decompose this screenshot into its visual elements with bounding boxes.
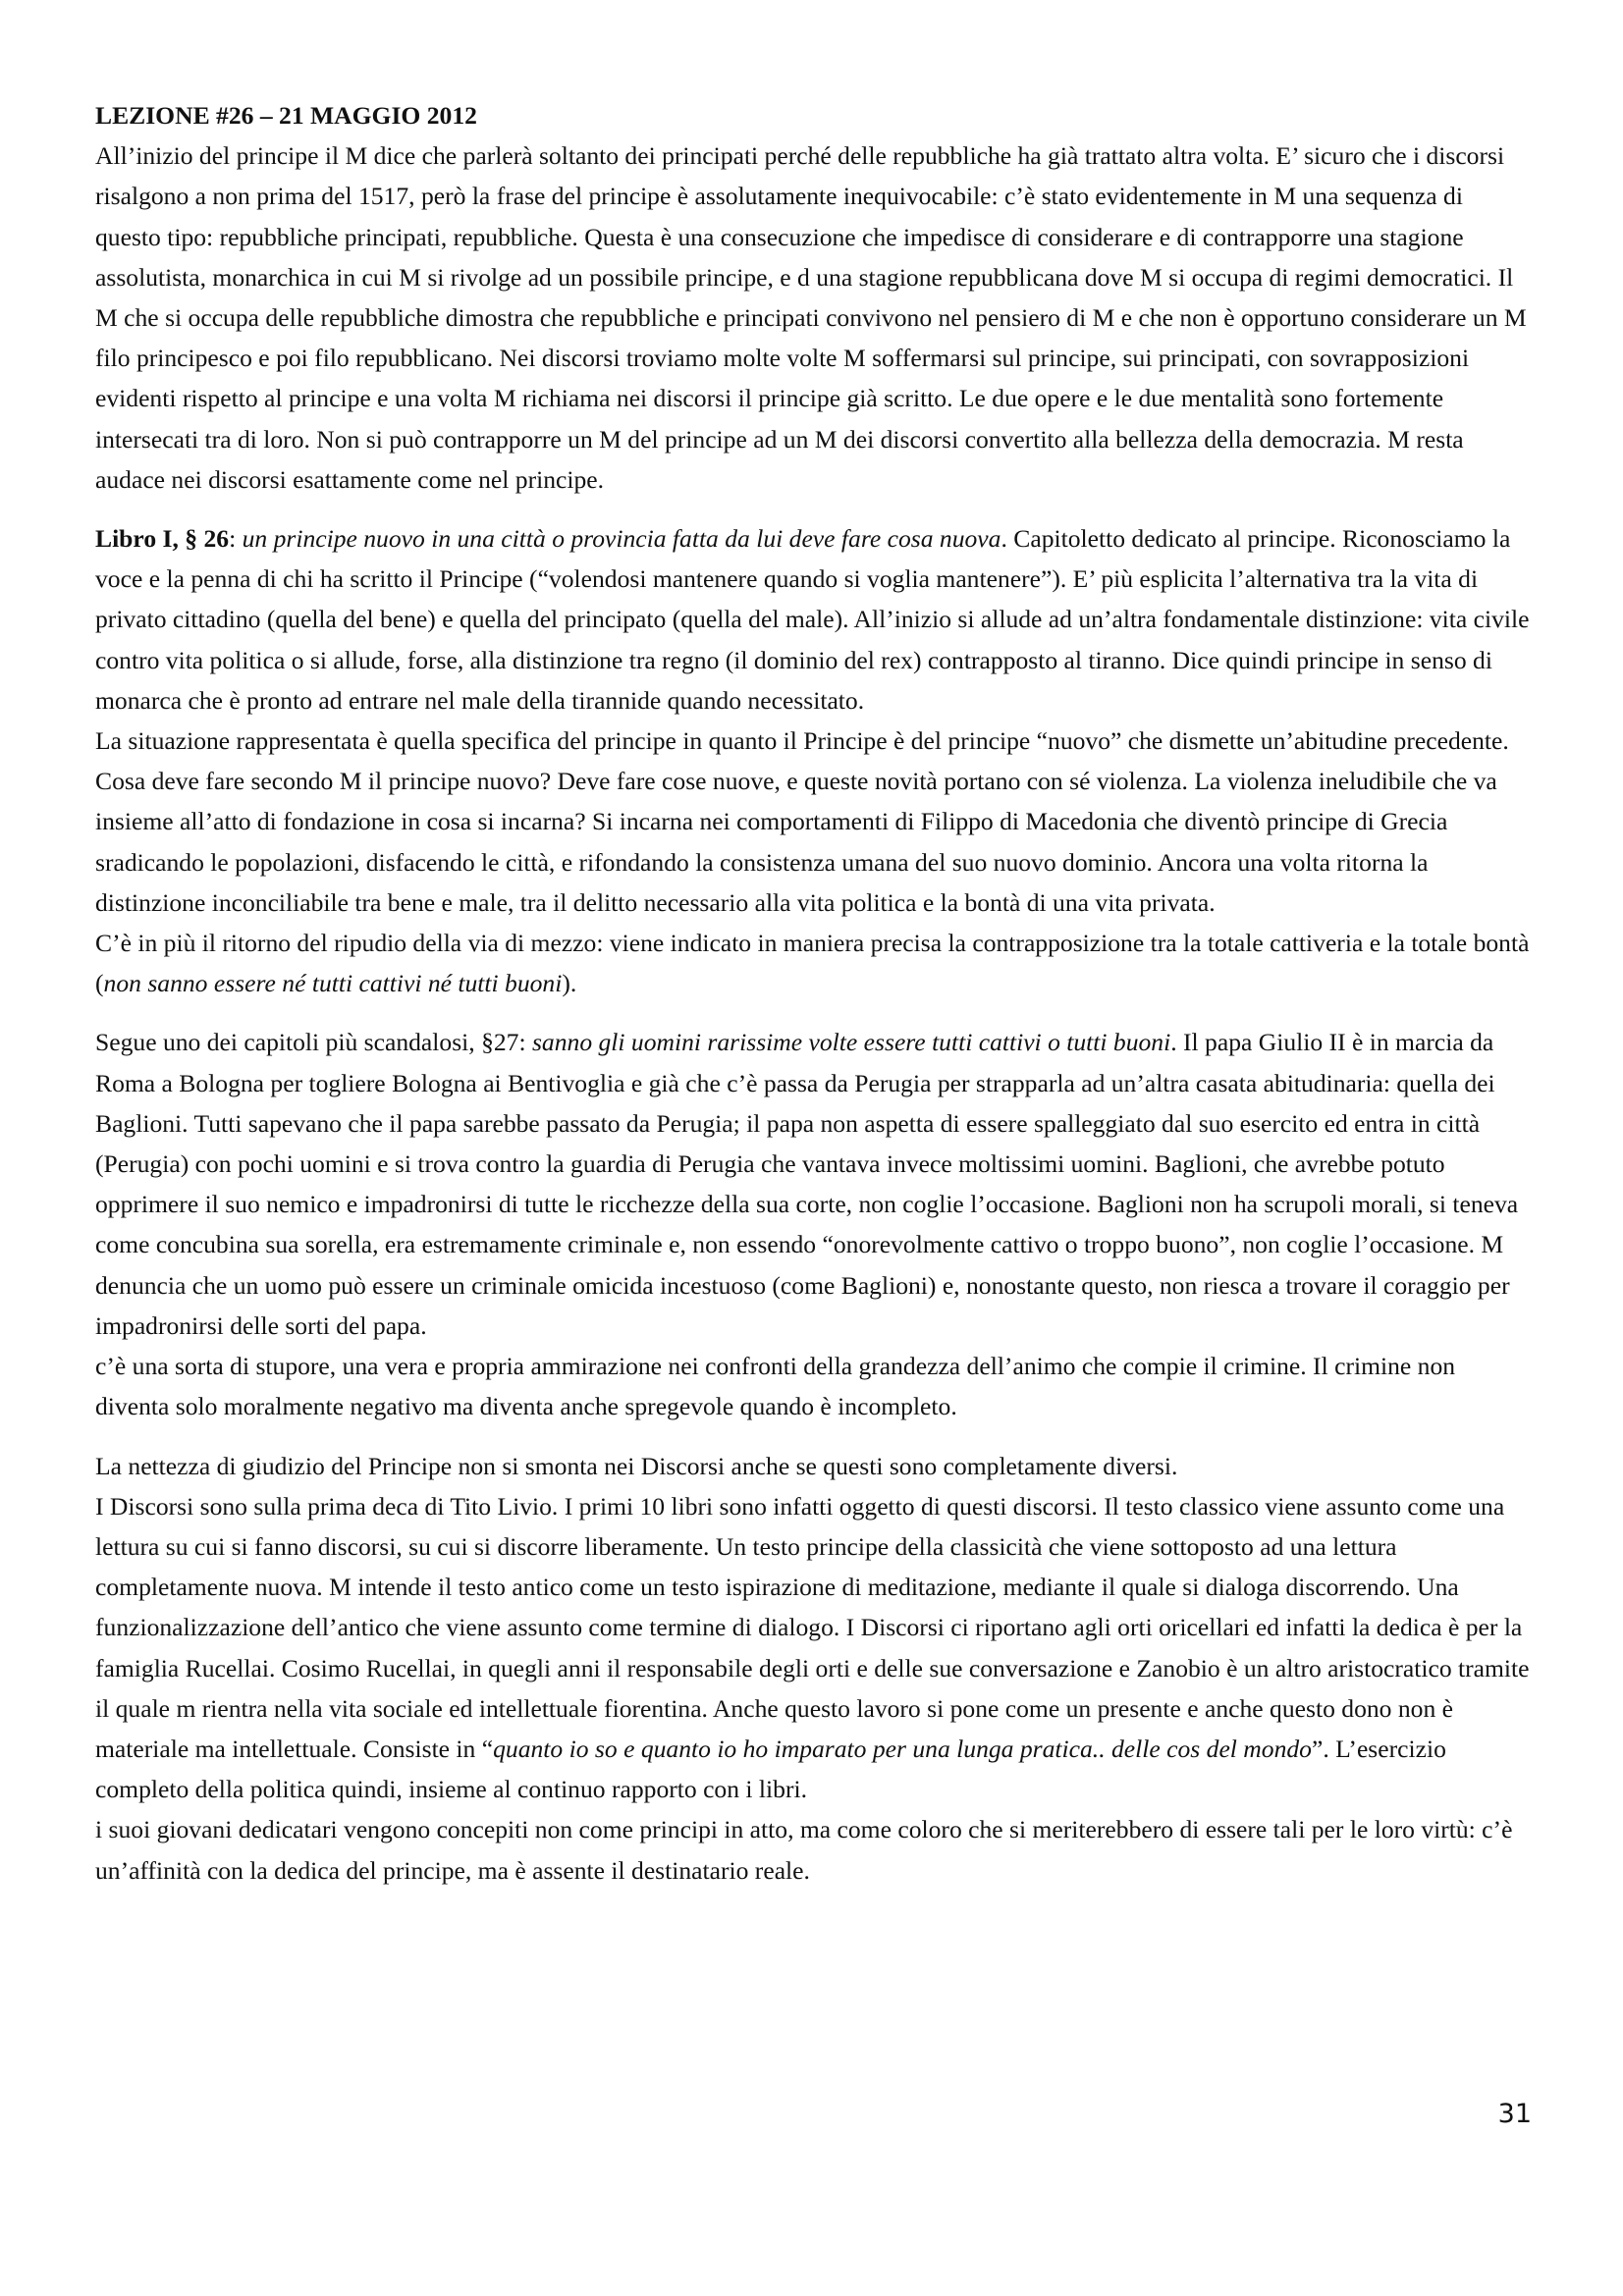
italic-quote: sanno gli uomini rarissime volte essere tutti cattivi o tutti buoni bbox=[531, 1028, 1171, 1057]
text-span: . Capitoletto dedicato al principe. Riconosciamo la voce e la penna di chi ha scritto il Principe (“volendosi mantenere quando si voglia mantenere”). E’ più esplicita l’alternativa tra la vita di privato cittadino (quella del bene) e quella del principato (quella del male). All’inizio si allude ad un’altra fondamentale distinzione: vita civile contro vita politica o si allude, forse, alla distinzione tra regno (il dominio del rex) contrapposto al tiranno. Dice quindi principe in senso di monarca che è pronto ad entrare nel male della tirannide quando necessitato. bbox=[95, 524, 1530, 715]
text-span: . Il papa Giulio II è in marcia da Roma a Bologna per togliere Bologna ai Bentivoglia e già che c’è passa da Perugia per strapparla ad un’altra casata abitudinaria: quella dei Baglioni. Tutti sapevano che il papa sarebbe passato da Perugia; il papa non aspetta di essere spalleggiato dal suo esercito ed entra in città (Perugia) con pochi uomini e si trova contro la guardia di Perugia che vantava invece moltissimi uomini. Baglioni, che avrebbe potuto opprimere il suo nemico e impadronirsi di tutte le ricchezze della sua corte, non coglie l’occasione. Baglioni non ha scrupoli morali, si teneva come concubina sua sorella, era estremamente criminale e, non essendo “onorevolmente cattivo o troppo buono”, non coglie l’occasione. M denuncia che un uomo può essere un criminale omicida incestuoso (come Baglioni) e, nonostante questo, non riesca a trovare il coraggio per impadronirsi delle sorti del papa. bbox=[95, 1028, 1519, 1340]
italic-quote: un principe nuovo in una città o provincia fatta da lui deve fare cosa nuova bbox=[242, 524, 1001, 554]
section-libro-i-26 bbox=[95, 518, 1531, 1003]
paragraph-tito-livio bbox=[95, 1486, 1531, 1810]
paragraph-gap bbox=[95, 1003, 1531, 1022]
lesson-heading: LEZIONE #26 – 21 MAGGIO 2012 bbox=[95, 101, 477, 130]
text-span: C’è in più il ritorno del ripudio della via di mezzo: viene indicato in maniera precisa la contrapposizione tra la totale cattiveria e la totale bontà ( bbox=[95, 929, 1530, 998]
page-number: 31 bbox=[1497, 2099, 1532, 2129]
paragraph-principe-nuovo: La situazione rappresentata è quella specifica del principe in quanto il Principe è del principe “nuovo” che dismette un’abitudine precedente. Cosa deve fare secondo M il principe nuovo? Deve fare cose nuove, e queste novità portano con sé violenza. La violenza ineludibile che va insieme all’atto di fondazione in cosa si incarna? Si incarna nei comportamenti di Filippo di Macedonia che diventò principe di Grecia sradicando le popolazioni, disfacendo le città, e rifondando la consistenza umana del suo nuovo dominio. Ancora una volta ritorna la distinzione inconciliabile tra bene e male, tra il delitto necessario alla vita politica e la bontà di una vita privata. bbox=[95, 726, 1509, 917]
paragraph-gap bbox=[95, 500, 1531, 518]
text-span: I Discorsi sono sulla prima deca di Tito Livio. I primi 10 libri sono infatti oggetto di questi discorsi. Il testo classico viene assunto come una lettura su cui si fanno discorsi, su cui si discorre liberamente. Un testo principe della classicità che viene sottoposto ad una lettura completamente nuova. M intende il testo antico come un testo ispirazione di meditazione, mediante il quale si dialoga discorrendo. Una funzionalizzazione dell’antico che viene assunto come termine di dialogo. I Discorsi ci riportano agli orti oricellari ed infatti la dedica è per la famiglia Rucellai. Cosimo Rucellai, in quegli anni il responsabile degli orti e delle sue conversazione e Zanobio è un altro aristocratico tramite il quale m rientra nella vita sociale ed intellettuale fiorentina. Anche questo lavoro si pone come un presente e anche questo dono non è materiale ma intellettuale. Consiste in “ bbox=[95, 1491, 1530, 1763]
section-27 bbox=[95, 1022, 1531, 1426]
text-span: ). bbox=[562, 969, 577, 998]
lesson-section bbox=[95, 95, 1531, 500]
paragraph-stupore: c’è una sorta di stupore, una vera e propria ammirazione nei confronti della grandezza dell’animo che compie il crimine. Il crimine non diventa solo moralmente negativo ma diventa anche spregevole quando è incompleto. bbox=[95, 1352, 1456, 1421]
text-span: Segue uno dei capitoli più scandalosi, §27: bbox=[95, 1028, 532, 1057]
text-span: : bbox=[229, 524, 243, 554]
italic-quote: non sanno essere né tutti cattivi né tutti buoni bbox=[103, 969, 563, 998]
paragraph-capitolo-27 bbox=[95, 1022, 1531, 1346]
paragraph-via-di-mezzo bbox=[95, 923, 1531, 1003]
section-reference: Libro I, § 26 bbox=[95, 524, 230, 554]
paragraph-nettezza: La nettezza di giudizio del Principe non si smonta nei Discorsi anche se questi sono completamente diversi. bbox=[95, 1451, 1178, 1480]
document-body bbox=[95, 95, 1531, 1891]
section-discorsi bbox=[95, 1446, 1531, 1891]
paragraph-intro: All’inizio del principe il M dice che parlerà soltanto dei principati perché delle repubbliche ha già trattato altra volta. E’ sicuro che i discorsi risalgono a non prima del 1517, però la frase del principe è assolutamente inequivocabile: c’è stato evidentemente in M una sequenza di questo tipo: repubbliche principati, repubbliche. Questa è una consecuzione che impedisce di considerare e di contrapporre una stagione assolutista, monarchica in cui M si rivolge ad un possibile principe, e d una stagione repubblicana dove M si occupa di regimi democratici. Il M che si occupa delle repubbliche dimostra che repubbliche e principati convivono nel pensiero di M e che non è opportuno considerare un M filo principesco e poi filo repubblicano. Nei discorsi troviamo molte volte M soffermarsi sul principe, sui principati, con sovrapposizioni evidenti rispetto al principe e una volta M richiama nei discorsi il principe già scritto. Le due opere e le due mentalità sono fortemente intersecati tra di loro. Non si può contrapporre un M del principe ad un M dei discorsi convertito alla bellezza della democrazia. M resta audace nei discorsi esattamente come nel principe. bbox=[95, 141, 1527, 494]
text-span: ”. L’esercizio completo della politica quindi, insieme al continuo rapporto con i libri. bbox=[95, 1734, 1446, 1804]
paragraph-libro-i-26 bbox=[95, 518, 1531, 721]
italic-quote: quanto io so e quanto io ho imparato per una lunga pratica.. delle cos del mondo bbox=[493, 1734, 1312, 1763]
paragraph-gap bbox=[95, 1427, 1531, 1446]
paragraph-dedicatari: i suoi giovani dedicatari vengono concepiti non come principi in atto, ma come coloro che si meriterebbero di essere tali per le loro virtù: c’è un’affinità con la dedica del principe, ma è assente il destinatario reale. bbox=[95, 1815, 1513, 1885]
